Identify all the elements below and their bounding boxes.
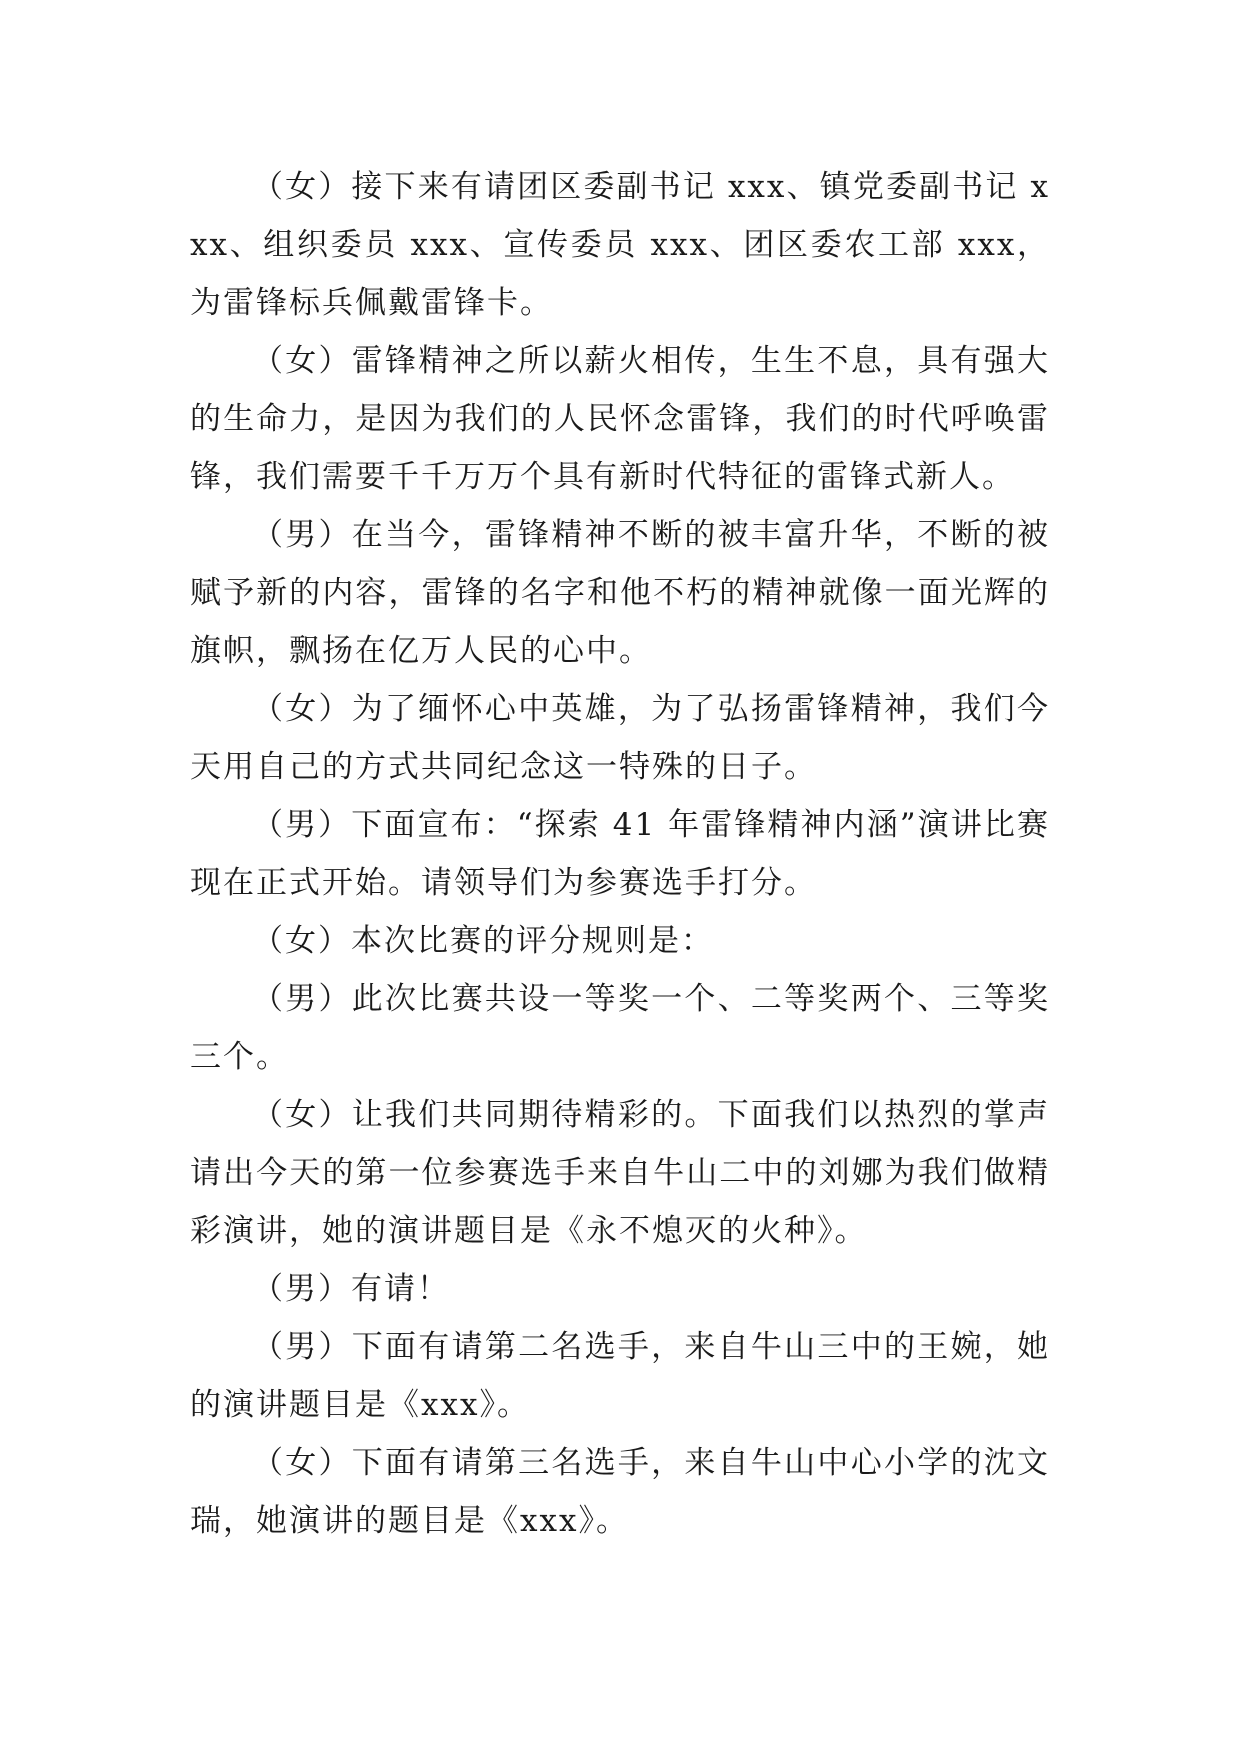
paragraph-female-scoring-rules: （女）本次比赛的评分规则是： [252, 923, 714, 959]
paragraph-female-third-contestant: （女）下面有请第三名选手，来自牛山中心小学的沈文瑞，她演讲的题目是《xxx》。 [190, 1445, 1050, 1539]
paragraph-male-invite: （男）有请！ [252, 1271, 450, 1307]
paragraph-female-announce-badges: （女）接下来有请团区委副书记 xxx、镇党委副书记 xxx、组织委员 xxx、宣传委员 xxx、团区委农工部 xxx，为雷锋标兵佩戴雷锋卡。 [190, 169, 1050, 321]
paragraph-female-first-contestant: （女）让我们共同期待精彩的。下面我们以热烈的掌声请出今天的第一位参赛选手来自牛山二中的刘娜为我们做精彩演讲，她的演讲题目是《永不熄灭的火种》。 [190, 1097, 1050, 1249]
paragraph-male-spirit-today: （男）在当今，雷锋精神不断的被丰富升华，不断的被赋予新的内容，雷锋的名字和他不朽的精神就像一面光辉的旗帜，飘扬在亿万人民的心中。 [190, 517, 1050, 669]
paragraph-female-commemorate: （女）为了缅怀心中英雄，为了弘扬雷锋精神，我们今天用自己的方式共同纪念这一特殊的日子。 [190, 691, 1050, 785]
paragraph-female-spirit-vitality: （女）雷锋精神之所以薪火相传，生生不息，具有强大的生命力，是因为我们的人民怀念雷锋，我们的时代呼唤雷锋，我们需要千千万万个具有新时代特征的雷锋式新人。 [190, 343, 1050, 495]
paragraph-male-second-contestant: （男）下面有请第二名选手，来自牛山三中的王婉，她的演讲题目是《xxx》。 [190, 1329, 1050, 1423]
paragraph-male-contest-start: （男）下面宣布：“探索 41 年雷锋精神内涵”演讲比赛现在正式开始。请领导们为参赛选手打分。 [190, 807, 1050, 901]
document-body [190, 158, 1050, 1550]
paragraph-male-awards: （男）此次比赛共设一等奖一个、二等奖两个、三等奖三个。 [190, 981, 1050, 1075]
